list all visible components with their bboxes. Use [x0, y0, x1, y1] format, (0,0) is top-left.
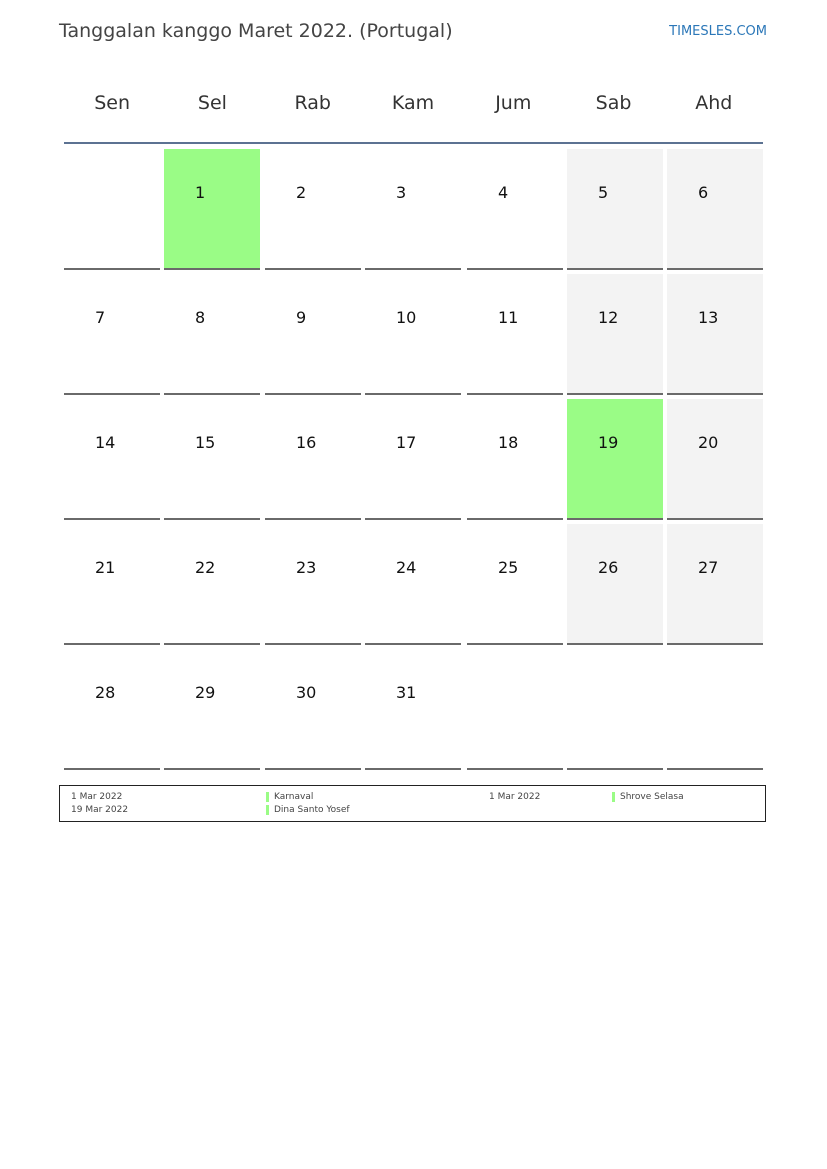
brand-link[interactable]: TIMESLES.COM: [669, 24, 767, 39]
page-title: Tanggalan kanggo Maret 2022. (Portugal): [59, 20, 453, 42]
calendar-day: [365, 649, 461, 770]
calendar-day: [64, 524, 160, 645]
calendar-day-empty: [64, 149, 160, 270]
legend-color-marker: [266, 792, 269, 802]
legend-date: 1 Mar 2022: [489, 792, 541, 802]
calendar-day: [164, 524, 260, 645]
calendar-day: [567, 274, 663, 395]
day-number: 5: [598, 183, 609, 202]
day-number: 27: [698, 558, 719, 577]
calendar-day: [164, 399, 260, 520]
day-number: 31: [396, 683, 417, 702]
legend-holiday-name: Karnaval: [274, 792, 314, 802]
day-number: 3: [396, 183, 407, 202]
weekday-sat: Sab: [595, 92, 632, 114]
calendar-day: [64, 399, 160, 520]
calendar-day-empty: [467, 649, 563, 770]
day-number: 8: [195, 308, 206, 327]
day-number: 29: [195, 683, 216, 702]
calendar-week-row: [64, 649, 764, 774]
calendar-day: [467, 524, 563, 645]
calendar-week-row: [64, 274, 764, 399]
calendar-day: [567, 149, 663, 270]
calendar-day: [365, 399, 461, 520]
day-number: 17: [396, 433, 417, 452]
day-number: 1: [195, 183, 206, 202]
calendar-day: [365, 149, 461, 270]
calendar-day: [265, 649, 361, 770]
weekday-mon: Sen: [94, 92, 131, 114]
day-number: 28: [95, 683, 116, 702]
calendar-week-row: [64, 524, 764, 649]
weekday-wed: Rab: [294, 92, 331, 114]
calendar-day: [64, 274, 160, 395]
calendar-day: [467, 149, 563, 270]
day-number: 14: [95, 433, 116, 452]
day-number: 15: [195, 433, 216, 452]
day-number: 21: [95, 558, 116, 577]
calendar-day-holiday: [567, 399, 663, 520]
calendar-day: [265, 149, 361, 270]
day-number: 20: [698, 433, 719, 452]
legend-color-marker: [612, 792, 615, 802]
calendar-grid: [64, 149, 764, 774]
day-number: 7: [95, 308, 106, 327]
calendar-day-empty: [567, 649, 663, 770]
legend-color-marker: [266, 805, 269, 815]
weekday-header: [62, 92, 764, 114]
legend-date: 19 Mar 2022: [71, 805, 129, 815]
calendar-day: [64, 649, 160, 770]
day-number: 10: [396, 308, 417, 327]
weekday-sun: Ahd: [695, 92, 733, 114]
calendar-day: [164, 649, 260, 770]
day-number: 2: [296, 183, 307, 202]
day-number: 25: [498, 558, 519, 577]
calendar-day-holiday: [164, 149, 260, 270]
day-number: 26: [598, 558, 619, 577]
legend-holiday-name: Shrove Selasa: [620, 792, 684, 802]
calendar-day: [365, 274, 461, 395]
day-number: 19: [598, 433, 619, 452]
calendar-week-row: [64, 399, 764, 524]
calendar-day: [567, 524, 663, 645]
day-number: 16: [296, 433, 317, 452]
calendar-day: [265, 274, 361, 395]
header-divider: [64, 142, 763, 144]
calendar-week-row: [64, 149, 764, 274]
day-number: 30: [296, 683, 317, 702]
weekday-thu: Kam: [391, 92, 435, 114]
day-number: 6: [698, 183, 709, 202]
calendar-day: [164, 274, 260, 395]
calendar-day: [667, 149, 763, 270]
day-number: 9: [296, 308, 307, 327]
calendar-day: [667, 274, 763, 395]
calendar-day: [667, 399, 763, 520]
day-number: 4: [498, 183, 509, 202]
holiday-legend: [59, 785, 766, 822]
day-number: 11: [498, 308, 519, 327]
legend-holiday-name: Dina Santo Yosef: [274, 805, 350, 815]
weekday-fri: Jum: [495, 92, 532, 114]
calendar-day: [667, 524, 763, 645]
day-number: 13: [698, 308, 719, 327]
day-number: 22: [195, 558, 216, 577]
weekday-tue: Sel: [197, 92, 227, 114]
calendar-day: [365, 524, 461, 645]
calendar-day-empty: [667, 649, 763, 770]
day-number: 23: [296, 558, 317, 577]
calendar-day: [265, 399, 361, 520]
calendar-day: [265, 524, 361, 645]
legend-date: 1 Mar 2022: [71, 792, 123, 802]
calendar-day: [467, 274, 563, 395]
calendar-day: [467, 399, 563, 520]
day-number: 24: [396, 558, 417, 577]
day-number: 12: [598, 308, 619, 327]
day-number: 18: [498, 433, 519, 452]
